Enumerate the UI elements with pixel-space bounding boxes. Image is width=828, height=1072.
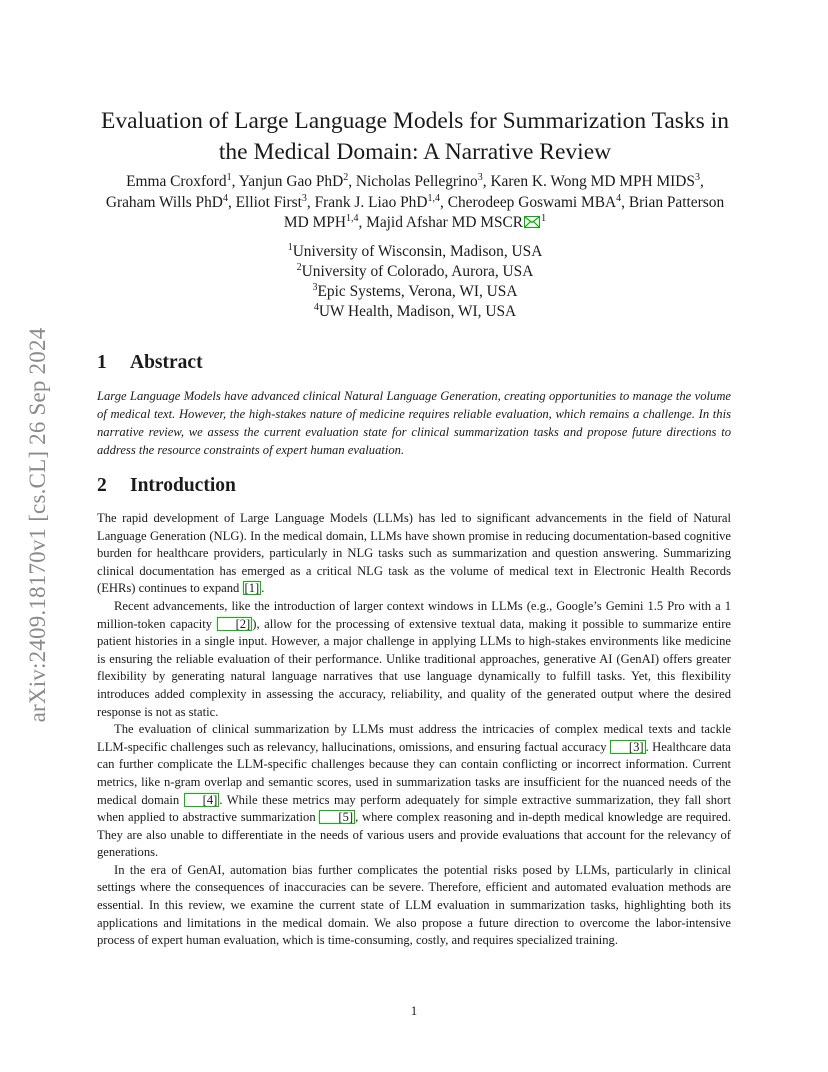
- author: Majid Afshar MD MSCR: [366, 214, 524, 231]
- author: Yanjun Gao PhD: [238, 173, 344, 190]
- author-affiliation: 3: [301, 192, 307, 204]
- author-affiliation: 2: [343, 171, 349, 183]
- citation-link[interactable]: [3]: [610, 740, 646, 754]
- author-affiliation: 3: [694, 171, 700, 183]
- author-affiliation: 1: [226, 171, 232, 183]
- arxiv-id[interactable]: arXiv:2409.18170v1 [cs.CL] 26 Sep 2024: [25, 327, 50, 723]
- introduction-body: [97, 510, 731, 950]
- author-affiliation: 1,4: [345, 212, 359, 224]
- arxiv-stamp: [18, 290, 58, 760]
- affiliation-item: $^3$Epic Systems, Verona, WI, USA: [312, 281, 518, 300]
- paragraph: In the era of GenAI, automation bias further complicates the potential risks posed by LLMs, particularly in clinical settings where the consequences of inaccuracies can be severe. Therefore, efficient and automated evaluation methods are essential. In this review, we examine the current state of LLM evaluation in summarization tasks, highlighting both its applications and limitations in the medical domain. We also propose a future direction to overcome the labor-intensive process of expert human evaluation, which is time-consuming, costly, and requires specialized training.: [97, 862, 731, 948]
- author: Nicholas Pellegrino: [355, 173, 478, 190]
- email-icon[interactable]: [524, 216, 540, 228]
- author: Elliot First: [235, 193, 302, 211]
- citation-link[interactable]: [4]: [184, 793, 220, 807]
- author: Graham Wills PhD: [105, 193, 223, 211]
- author: Emma Croxford: [126, 173, 227, 190]
- affiliation-list: [200, 242, 630, 322]
- citation-link[interactable]: [1]: [244, 581, 260, 596]
- author: Karen K. Wong MD MPH MIDS: [490, 173, 695, 190]
- page-number: 1: [410, 1003, 418, 1018]
- author-affiliation: 3: [477, 171, 483, 183]
- paper-title: Evaluation of Large Language Models for Summarization Tasks in the Medical Domain: A Narrative Review: [101, 108, 729, 165]
- citation-link[interactable]: [5]: [319, 810, 355, 824]
- author-affiliation: 1,4: [427, 192, 440, 204]
- author-affiliation: 4: [616, 192, 622, 204]
- paragraph: The evaluation of clinical summarization by LLMs must address the intricacies of complex medical texts and tackle LLM-specific challenges such as relevancy, hallucinations, omissions, and ensuring factual accuracy [3] . Healthcare data can further complicate the LLM-specific challenges because they can contain conflicting or incorrect information. Current metrics, like n-gram overlap and semantic scores, used in summarization tasks are insufficient for the nuanced needs of the medical domain [4] . While these metrics may perform adequately for simple extractive summarization, they fall short when applied to abstractive summarization [5] , where complex reasoning and in-depth medical knowledge are required. They are also unable to differentiate in the needs of various users and provide evaluations that account for the relevancy of generations.: [97, 722, 732, 860]
- author: Brian Patterson MD MPH: [283, 193, 725, 231]
- citation-link[interactable]: [2]: [217, 617, 253, 631]
- affiliation-item: $^4$UW Health, Madison, WI, USA: [313, 301, 517, 320]
- section-heading-introduction: 2 Introduction: [97, 475, 236, 496]
- section-heading-abstract: 1 Abstract: [97, 352, 203, 373]
- author: Frank J. Liao PhD: [314, 193, 428, 211]
- affiliation-item: $^1$University of Wisconsin, Madison, USA: [287, 241, 543, 260]
- author: Cherodeep Goswami MBA: [447, 193, 617, 211]
- author-affiliation: 1: [541, 212, 547, 224]
- affiliation-item: $^2$University of Colorado, Aurora, USA: [296, 261, 534, 280]
- author-affiliation: 4: [222, 192, 228, 204]
- author-list: Emma Croxford$^1$, Yanjun Gao PhD$^2$, Nicholas Pellegrino$^3$, Karen K. Wong MD MPH MIDS$^3$, Graham Wills PhD$^4$, Elliot First$^3$, Frank J. Liao PhD$^{1,4}$, Cherodeep Goswami MBA$^4$, Brian Patterson MD MPH$^{1,4}$, Majid Afshar MD MSCR $^1$: [105, 171, 725, 231]
- paragraph: Recent advancements, like the introduction of larger context windows in LLMs (e.g., Google’s Gemini 1.5 Pro with a 1 million-token capacity [2] ), allow for the processing of extensive textual data, making it possible to summarize entire patient histories in a single input. However, a major challenge in applying LLMs to high-stakes environments like medicine is ensuring the reliable evaluation of their performance. Unlike traditional approaches, generative AI (GenAI) offers greater flexibility by generating natural language narratives that use language dynamically to fulfill tasks. Yet, this flexibility introduces added complexity in assessing the accuracy, reliability, and quality of the generated output where the desired response is not as static.: [97, 598, 732, 719]
- paragraph: The rapid development of Large Language Models (LLMs) has led to significant advancements in the field of Natural Language Generation (NLG). In the medical domain, LLMs have shown promise in reducing documentation-based cognitive burden for healthcare providers, particularly in NLG tasks such as summarization and question answering. Summarizing clinical documentation has emerged as a critical NLG task as the volume of medical text in Electronic Health Records (EHRs) continues to expand [1] .: [97, 511, 731, 596]
- abstract-text: Large Language Models have advanced clinical Natural Language Generation, creating opportunities to manage the volume of medical text. However, the high-stakes nature of medicine requires reliable evaluation, which remains a challenge. In this narrative review, we assess the current evaluation state for clinical summarization tasks and propose future directions to address the resource constraints of expert human evaluation.: [97, 389, 731, 457]
